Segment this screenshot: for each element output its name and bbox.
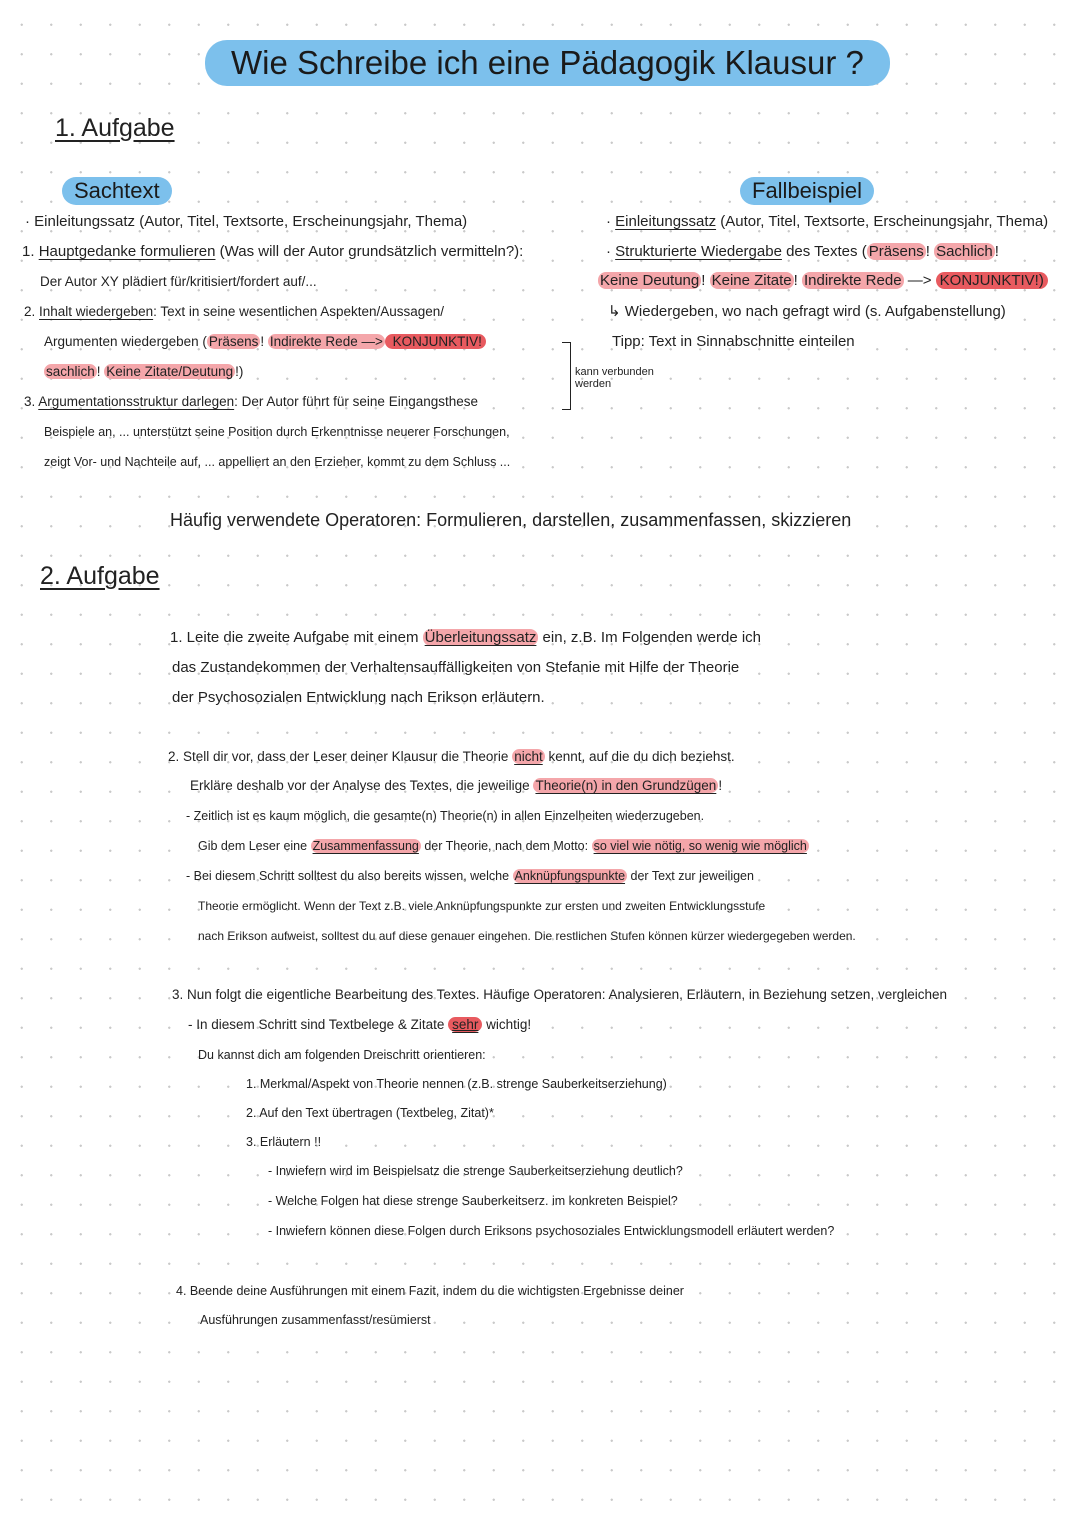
text-segment: Theorie ermöglicht. Wenn der Text z.B. viele Anknüpfungspunkte zur ersten und zweiten Entwicklungsstufe [198, 899, 766, 913]
text-segment: ! [260, 334, 268, 349]
highlighted-text: Präsens [208, 334, 259, 349]
highlighted-text: Zusammenfassung [312, 839, 419, 853]
text-segment: ! [793, 272, 802, 289]
aufgabe2-line [246, 1103, 494, 1123]
text-segment: nach Erikson aufweist, solltest du auf diese genauer eingehen. Die restlichen Stufen können kürzer wiedergegeben werden. [198, 929, 856, 943]
highlighted-text: Präsens [868, 243, 924, 260]
aufgabe-1-heading: 1. Aufgabe [55, 114, 175, 142]
text-segment: - Inwiefern können diese Folgen durch Eriksons psychosoziales Entwicklungsmodell erläutert werden? [268, 1224, 835, 1238]
bracket [562, 342, 571, 410]
highlighted-text: Theorie(n) in den Grundzügen [535, 778, 717, 793]
underlined-text: Einleitungssatz [615, 213, 717, 230]
text-segment: !) [235, 364, 244, 379]
aufgabe2-line [186, 866, 754, 886]
text-segment: —> [903, 272, 936, 289]
text-segment: Argumenten wiedergeben ( [44, 334, 207, 349]
emphasis-highlight: KONJUNKTIV! [385, 334, 486, 349]
text-segment: : Text in seine wesentlichen Aspekten/Aussagen/ [153, 304, 445, 319]
text-segment: der Theorie, nach dem Motto: [420, 839, 592, 853]
sachtext-line [22, 242, 523, 262]
aufgabe2-line [198, 836, 809, 856]
highlighted-text: sachlich [46, 364, 95, 379]
operatoren-note: Häufig verwendete Operatoren: Formulieren, darstellen, zusammenfassen, skizzieren [170, 510, 852, 530]
highlighted-text: Indirekte Rede —> [269, 334, 383, 349]
text-segment: 4. Beende deine Ausführungen mit einem Fazit, indem du die wichtigsten Ergebnisse deiner [176, 1284, 684, 1298]
fallbeispiel-line [598, 271, 1048, 291]
text-segment: 3. Erläutern !! [246, 1135, 322, 1149]
underlined-text: Hauptgedanke formulieren [38, 243, 216, 260]
text-segment: ! [718, 778, 723, 793]
aufgabe2-line [246, 1074, 667, 1094]
text-segment: (Autor, Titel, Textsorte, Erscheinungsjahr, Thema) [716, 213, 1049, 230]
text-segment: 2. Stell dir vor, dass der Leser deiner Klausur die Theorie [168, 749, 513, 764]
sachtext-label: Sachtext [62, 177, 172, 205]
text-segment: Der Autor XY plädiert für/kritisiert/fordert auf/... [40, 274, 317, 289]
sachtext-line [24, 392, 478, 412]
text-segment: Ausführungen zusammenfasst/resümierst [200, 1313, 431, 1327]
text-segment: der Text zur jeweiligen [627, 869, 754, 883]
aufgabe2-line [190, 776, 722, 796]
text-segment: das Zustandekommen der Verhaltensauffälligkeiten von Stefanie mit Hilfe der Theorie [172, 659, 740, 676]
fallbeispiel-label: Fallbeispiel [740, 177, 874, 205]
sachtext-line [24, 302, 444, 322]
aufgabe2-line [172, 658, 739, 678]
text-segment: - Bei diesem Schritt solltest du also bereits wissen, welche [186, 869, 513, 883]
text-segment: 3. Nun folgt die eigentliche Bearbeitung des Textes. Häufige Operatoren: Analysieren, Erläutern, in Beziehung setzen, vergleichen [172, 987, 947, 1002]
highlighted-text: Keine Zitate/Deutung [106, 364, 234, 379]
text-segment: - In diesem Schritt sind Textbelege & Zitate [188, 1017, 449, 1032]
text-segment: 2. Auf den Text übertragen (Textbeleg, Zitat)* [246, 1106, 494, 1120]
text-segment: Du kannst dich am folgenden Dreischritt orientieren: [198, 1048, 486, 1062]
underlined-text: Argumentationsstruktur darlegen [38, 394, 235, 409]
text-segment: · [606, 213, 616, 230]
text-segment: wichtig! [482, 1017, 532, 1032]
sachtext-line [40, 272, 317, 292]
highlighted-text: Indirekte Rede [803, 272, 902, 289]
aufgabe2-line [268, 1191, 678, 1211]
aufgabe2-line [186, 806, 704, 826]
highlighted-text: Keine Deutung [600, 272, 700, 289]
aufgabe2-line [198, 896, 765, 916]
aufgabe2-line [200, 1310, 431, 1330]
sachtext-line [44, 362, 243, 382]
highlighted-text: nicht [514, 749, 543, 764]
text-segment: · [606, 243, 616, 260]
fallbeispiel-line [606, 242, 999, 262]
text-segment: Beispiele an, ... unterstützt seine Position durch Erkenntnisse neuerer Forschungen, [44, 425, 510, 439]
text-segment: : Der Autor führt für seine Eingangsthese [234, 394, 479, 409]
aufgabe2-line [188, 1015, 531, 1035]
aufgabe-2-heading: 2. Aufgabe [40, 562, 160, 590]
sachtext-line [25, 212, 467, 232]
text-segment: des Textes ( [781, 243, 867, 260]
text-segment: 1. Merkmal/Aspekt von Theorie nennen (z.B. strenge Sauberkeitserziehung) [246, 1077, 667, 1091]
sachtext-line [44, 452, 510, 472]
sachtext-line [44, 332, 486, 352]
aufgabe2-line [170, 628, 761, 648]
text-segment: zeigt Vor- und Nachteile auf, ... appelliert an den Erzieher, kommt zu dem Schluss ... [44, 455, 511, 469]
text-segment: ! [701, 272, 710, 289]
highlighted-text: Sachlich [936, 243, 993, 260]
highlighted-text: Anknüpfungspunkte [514, 869, 626, 883]
text-segment: Tipp: Text in Sinnabschnitte einteilen [612, 333, 855, 350]
emphasis-highlight: sehr [448, 1017, 482, 1032]
aufgabe2-line [172, 688, 545, 708]
text-segment: 1. [22, 243, 39, 260]
aufgabe2-line [246, 1132, 321, 1152]
aufgabe2-line [176, 1281, 684, 1301]
highlighted-text: Keine Zitate [711, 272, 792, 289]
sachtext-line [44, 422, 510, 442]
text-segment: der Psychosozialen Entwicklung nach Erikson erläutern. [172, 689, 545, 706]
text-segment: 1. Leite die zweite Aufgabe mit einem [170, 629, 423, 646]
text-segment: ! [994, 243, 999, 260]
text-segment: · Einleitungssatz (Autor, Titel, Textsorte, Erscheinungsjahr, Thema) [25, 213, 468, 230]
underlined-text: Strukturierte Wiedergabe [615, 243, 782, 260]
text-segment: Erkläre deshalb vor der Analyse des Textes, die jeweilige [190, 778, 534, 793]
aufgabe2-line [198, 926, 856, 946]
page-title: Wie Schreibe ich eine Pädagogik Klausur ? [205, 40, 890, 86]
text-segment: ↳ Wiedergeben, wo nach gefragt wird (s. Aufgabenstellung) [608, 303, 1006, 320]
fallbeispiel-line [612, 332, 855, 352]
bracket-note: kann verbunden werden [575, 366, 654, 390]
text-segment: 3. [24, 394, 39, 409]
highlighted-text: so viel wie nötig, so wenig wie möglich [593, 839, 807, 853]
text-segment: - Inwiefern wird im Beispielsatz die strenge Sauberkeitserziehung deutlich? [268, 1164, 683, 1178]
text-segment: - Welche Folgen hat diese strenge Sauberkeitserz. im konkreten Beispiel? [268, 1194, 678, 1208]
aufgabe2-line [198, 1045, 486, 1065]
text-segment: kennt, auf die du dich beziehst. [544, 749, 735, 764]
aufgabe2-line [268, 1221, 834, 1241]
text-segment: ! [925, 243, 935, 260]
fallbeispiel-line [608, 302, 1006, 322]
highlighted-text: Überleitungssatz [424, 629, 537, 646]
text-segment: ! [96, 364, 105, 379]
text-segment: Gib dem Leser eine [198, 839, 311, 853]
text-segment: 2. [24, 304, 40, 319]
aufgabe2-line [172, 985, 947, 1005]
emphasis-highlight: KONJUNKTIV!) [936, 272, 1048, 289]
text-segment: - Zeitlich ist es kaum möglich, die gesamte(n) Theorie(n) in allen Einzelheiten wiederzugeben. [186, 809, 705, 823]
text-segment: ein, z.B. Im Folgenden werde ich [538, 629, 762, 646]
aufgabe2-line [268, 1161, 683, 1181]
underlined-text: Inhalt wiedergeben [39, 304, 154, 319]
text-segment: (Was will der Autor grundsätzlich vermitteln?): [215, 243, 524, 260]
fallbeispiel-line [606, 212, 1048, 232]
aufgabe2-line [168, 747, 735, 767]
